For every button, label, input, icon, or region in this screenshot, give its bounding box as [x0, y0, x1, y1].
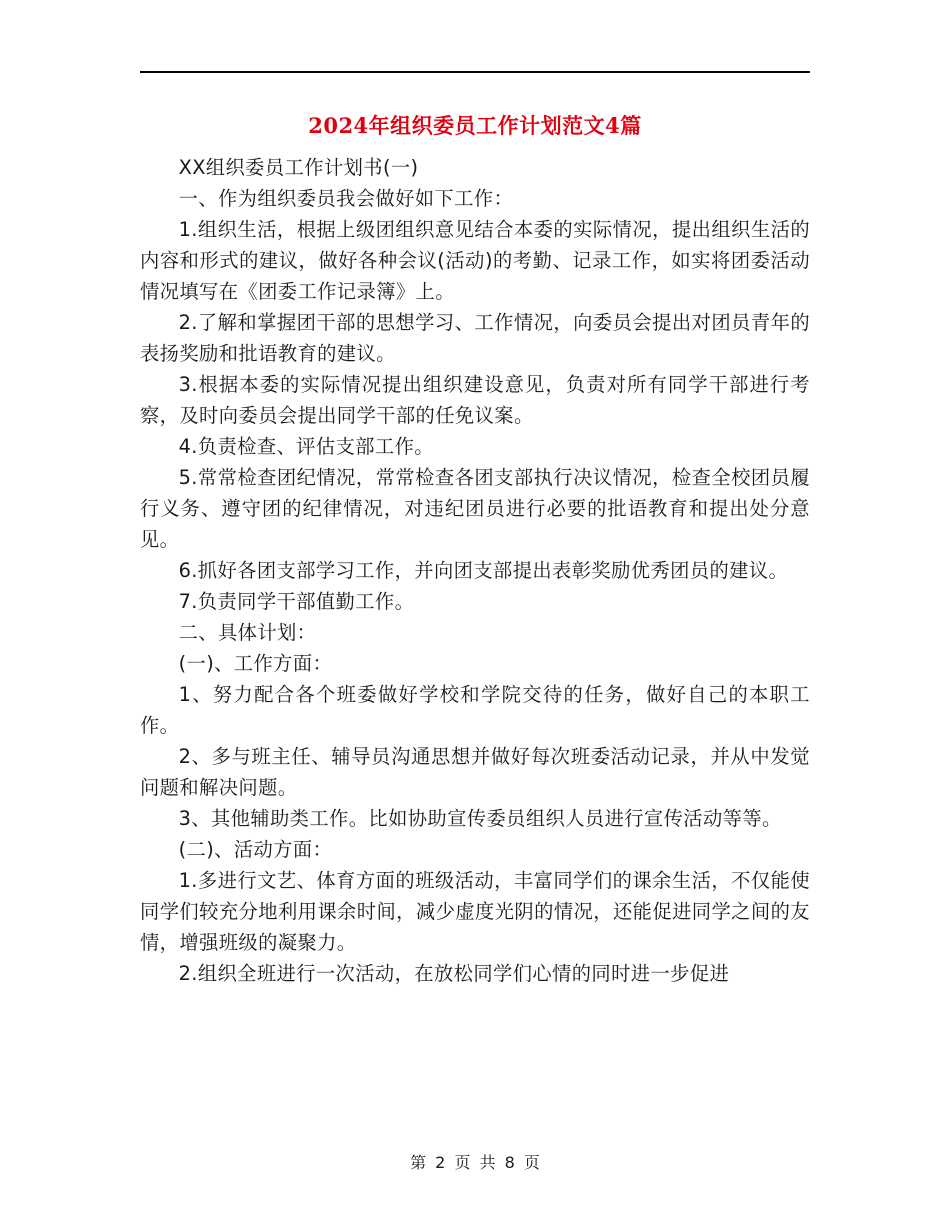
paragraph: XX组织委员工作计划书(一) — [178, 156, 419, 179]
paragraph: 6.抓好各团支部学习工作，并向团支部提出表彰奖励优秀团员的建议。 — [178, 559, 789, 582]
paragraph: 5.常常检查团纪情况，常常检查各团支部执行决议情况，检查全校团员履行义务、遵守团的纪律情况，对违纪团员进行必要的批语教育和提出处分意见。 — [140, 466, 810, 551]
paragraph: 1.多进行文艺、体育方面的班级活动，丰富同学们的课余生活，不仅能使同学们较充分地利用课余时间，减少虚度光阴的情况，还能促进同学之间的友情，增强班级的凝聚力。 — [140, 869, 810, 954]
paragraph: 1.组织生活，根据上级团组织意见结合本委的实际情况，提出组织生活的内容和形式的建议，做好各种会议(活动)的考勤、记录工作，如实将团委活动情况填写在《团委工作记录簿》上。 — [140, 218, 810, 303]
paragraph: (二)、活动方面： — [178, 838, 333, 861]
paragraph: 一、作为组织委员我会做好如下工作： — [178, 187, 514, 210]
paragraph: 1、努力配合各个班委做好学校和学院交待的任务，做好自己的本职工作。 — [140, 683, 810, 737]
paragraph: 3.根据本委的实际情况提出组织建设意见，负责对所有同学干部进行考察，及时向委员会提出同学干部的任免议案。 — [140, 373, 810, 427]
paragraph: 二、具体计划： — [178, 621, 317, 644]
paragraph: (一)、工作方面： — [178, 652, 333, 675]
paragraph: 4.负责检查、评估支部工作。 — [178, 435, 434, 458]
paragraph: 7.负责同学干部值勤工作。 — [178, 590, 415, 613]
paragraph: 2、多与班主任、辅导员沟通思想并做好每次班委活动记录，并从中发觉问题和解决问题。 — [140, 745, 810, 799]
paragraph: 3、其他辅助类工作。比如协助宣传委员组织人员进行宣传活动等等。 — [178, 807, 782, 830]
page-footer: 第 2 页 共 8 页 — [410, 1153, 540, 1172]
document-title: 2024年组织委员工作计划范文4篇 — [308, 113, 642, 138]
document-body — [140, 152, 810, 989]
paragraph: 2.组织全班进行一次活动，在放松同学们心情的同时进一步促进 — [178, 962, 730, 985]
paragraph: 2.了解和掌握团干部的思想学习、工作情况，向委员会提出对团员青年的表扬奖励和批语教育的建议。 — [140, 311, 810, 365]
header-rule — [140, 71, 810, 73]
